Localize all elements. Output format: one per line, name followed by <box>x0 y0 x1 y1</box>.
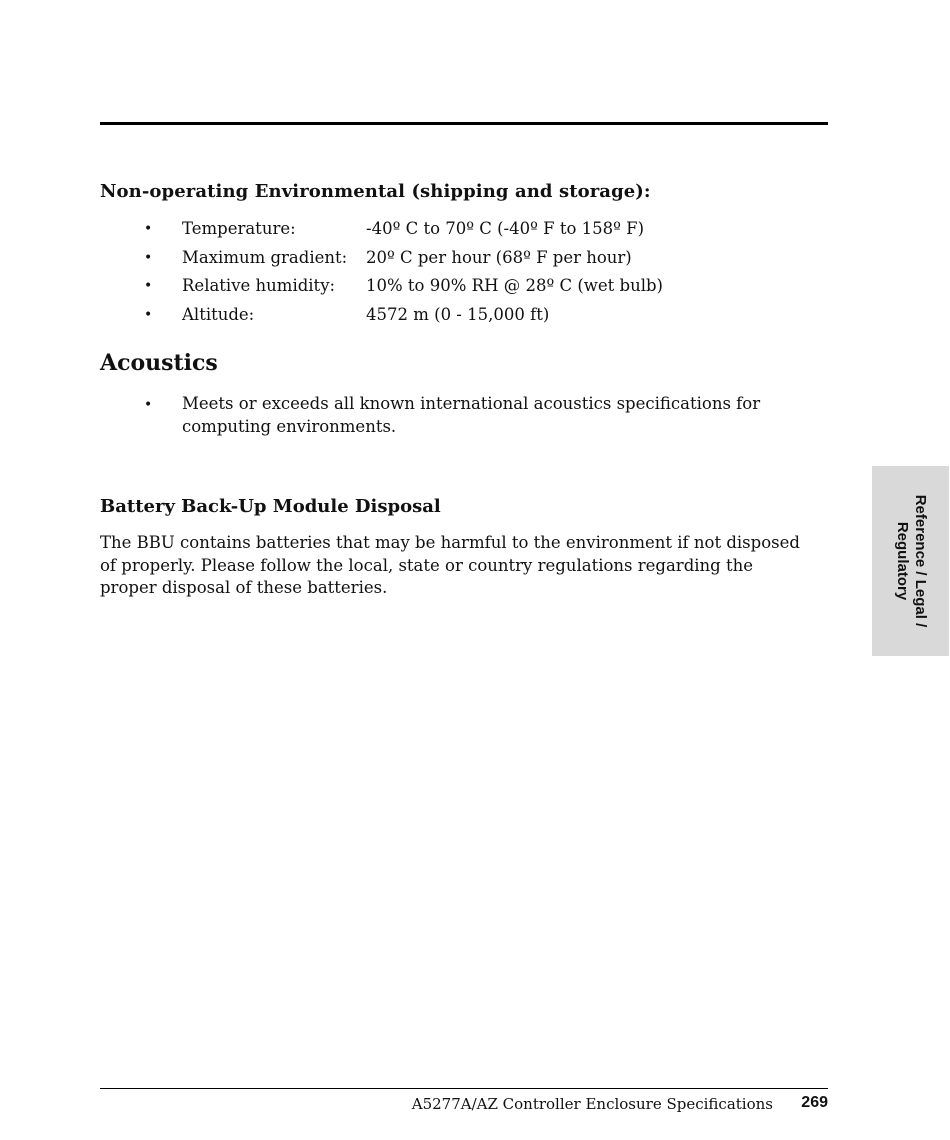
list-item <box>100 302 820 331</box>
spec-value-maximum-gradient: 20º C per hour (68º F per hour) <box>366 247 632 267</box>
spec-value-relative-humidity: 10% to 90% RH @ 28º C (wet bulb) <box>366 276 663 295</box>
section-heading-non-operating: Non-operating Environmental (shipping and storage): <box>100 181 651 202</box>
spec-value-altitude: 4572 m (0 - 15,000 ft) <box>366 304 550 324</box>
bullet-icon: • <box>144 306 153 323</box>
bullet-icon: • <box>144 278 153 294</box>
spec-label-temperature: Temperature: <box>182 219 296 238</box>
spec-label-altitude: Altitude: <box>182 304 255 324</box>
footer-title: A5277A/AZ Controller Enclosure Specifications <box>411 1095 773 1113</box>
side-tab-label: Reference / Legal / Regulatory <box>893 494 929 628</box>
footer-rule <box>100 1088 828 1089</box>
page-number: 269 <box>801 1094 828 1111</box>
top-rule <box>100 122 828 125</box>
non-operating-spec-list <box>100 216 820 330</box>
bullet-icon: • <box>144 397 153 413</box>
spec-value-temperature: -40º C to 70º C (-40º F to 158º F) <box>366 219 645 238</box>
section-heading-acoustics: Acoustics <box>100 350 218 376</box>
list-item <box>100 245 820 274</box>
bullet-icon: • <box>144 221 153 237</box>
section-side-tab <box>872 466 949 656</box>
bbu-disposal-paragraph: The BBU contains batteries that may be harmful to the environment if not disposed of properly. Please follow the local, state or country regulations regarding the proper disposal of these batteries. <box>100 533 800 597</box>
spec-label-maximum-gradient: Maximum gradient: <box>182 247 348 267</box>
list-item <box>100 216 820 245</box>
acoustics-item-text: Meets or exceeds all known international acoustics specifications for computing environments. <box>182 394 761 436</box>
list-item <box>100 273 820 302</box>
bullet-icon: • <box>144 249 153 266</box>
spec-label-relative-humidity: Relative humidity: <box>182 276 336 295</box>
section-heading-bbu-disposal: Battery Back-Up Module Disposal <box>100 496 441 517</box>
